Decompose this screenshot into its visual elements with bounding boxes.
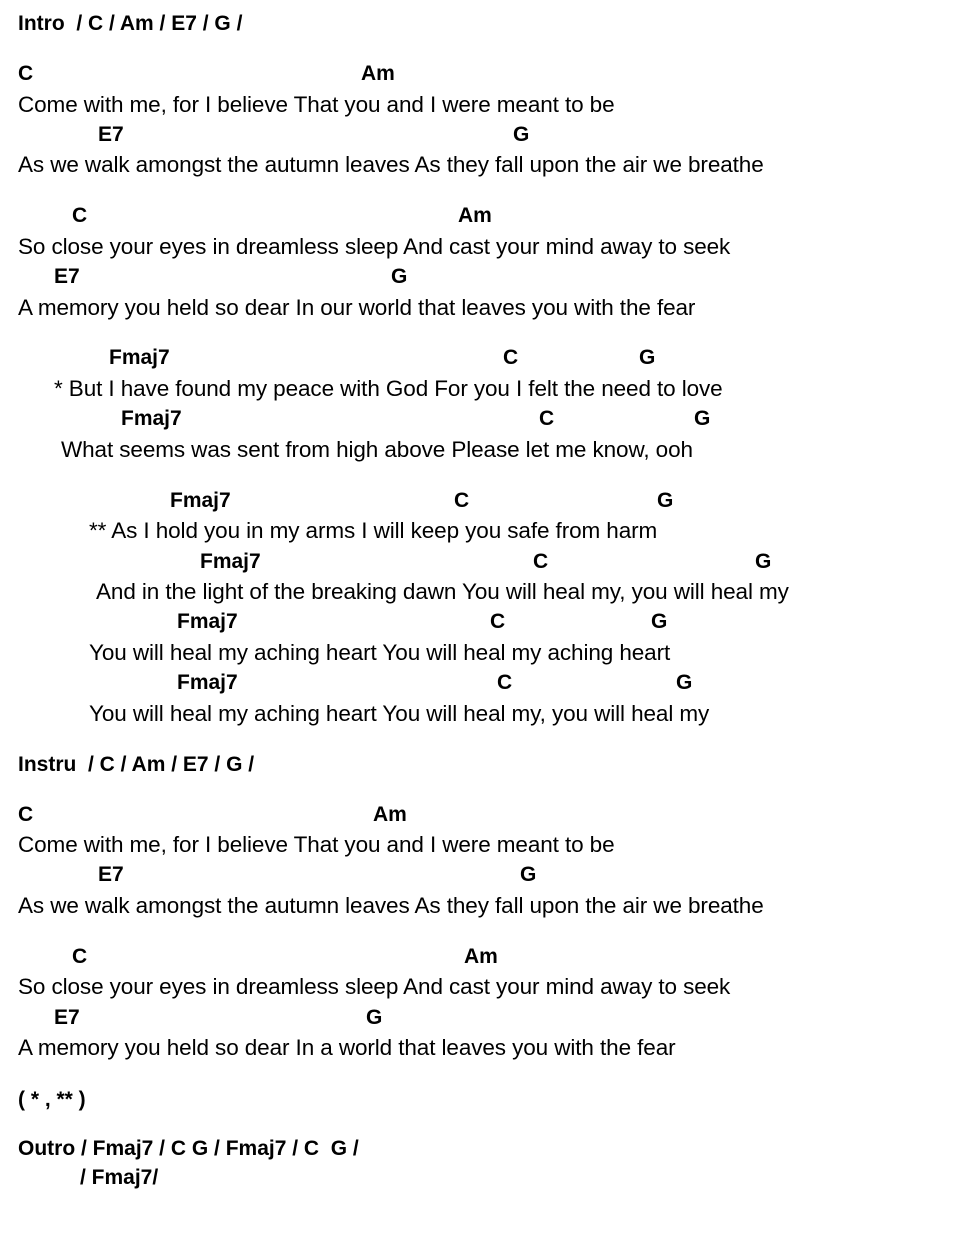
lyric-line: You will heal my aching heart You will heal my, you will heal my (89, 701, 710, 726)
chord: Fmaj7 (121, 407, 182, 430)
chord: C (18, 803, 34, 826)
chord: G (513, 123, 530, 146)
repeat-marker: ( * , ** ) (18, 1088, 86, 1111)
lyric-line: A memory you held so dear In our world that leaves you with the fear (18, 295, 696, 320)
lyric-line: As we walk amongst the autumn leaves As they fall upon the air we breathe (18, 893, 764, 918)
chord: G (391, 265, 408, 288)
chord: Fmaj7 (177, 610, 238, 633)
chord: G (639, 346, 656, 369)
chord: G (755, 550, 772, 573)
lyric-line: Come with me, for I believe That you and I were meant to be (18, 832, 615, 857)
intro-line: Intro / C / Am / E7 / G / (18, 12, 243, 35)
lyric-line: * But I have found my peace with God For you I felt the need to love (54, 376, 723, 401)
lyric-line: A memory you held so dear In a world that leaves you with the fear (18, 1035, 676, 1060)
chord: C (539, 407, 555, 430)
chord: E7 (98, 123, 124, 146)
chord: Fmaj7 (177, 671, 238, 694)
chord: C (497, 671, 513, 694)
lyric-line: Come with me, for I believe That you and I were meant to be (18, 92, 615, 117)
chord: G (651, 610, 668, 633)
chord: G (676, 671, 693, 694)
lyric-line: As we walk amongst the autumn leaves As they fall upon the air we breathe (18, 152, 764, 177)
chord: G (366, 1006, 383, 1029)
outro-line-2: / Fmaj7/ (80, 1166, 159, 1189)
chord: C (503, 346, 519, 369)
chord: Fmaj7 (200, 550, 261, 573)
lyric-line: ** As I hold you in my arms I will keep you safe from harm (89, 518, 658, 543)
chord: E7 (98, 863, 124, 886)
chord: Fmaj7 (170, 489, 231, 512)
chord: C (18, 62, 34, 85)
lyric-line: And in the light of the breaking dawn You will heal my, you will heal my (96, 579, 789, 604)
chord: C (533, 550, 549, 573)
chord: C (72, 204, 88, 227)
lyric-line: So close your eyes in dreamless sleep And cast your mind away to seek (18, 234, 731, 259)
chord: C (72, 945, 88, 968)
chord: Fmaj7 (109, 346, 170, 369)
chord: G (520, 863, 537, 886)
lyric-line: What seems was sent from high above Please let me know, ooh (61, 437, 693, 462)
chord: C (490, 610, 506, 633)
chord: G (694, 407, 711, 430)
lyric-line: You will heal my aching heart You will heal my aching heart (89, 640, 671, 665)
chord: Am (458, 204, 492, 227)
chord: Am (373, 803, 407, 826)
chord: E7 (54, 265, 80, 288)
chord: C (454, 489, 470, 512)
instru-line: Instru / C / Am / E7 / G / (18, 753, 255, 776)
chord: Am (361, 62, 395, 85)
lyric-line: So close your eyes in dreamless sleep And cast your mind away to seek (18, 974, 731, 999)
chord: E7 (54, 1006, 80, 1029)
outro-line: Outro / Fmaj7 / C G / Fmaj7 / C G / (18, 1137, 359, 1160)
chord: G (657, 489, 674, 512)
chord: Am (464, 945, 498, 968)
